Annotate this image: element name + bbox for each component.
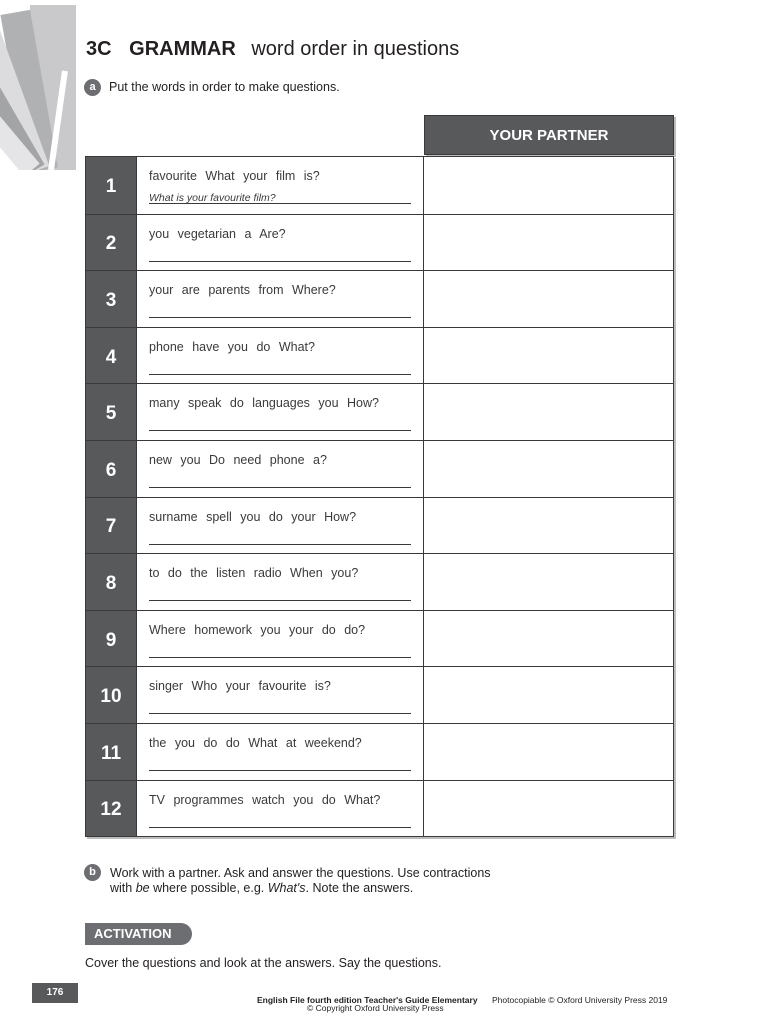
question-cell bbox=[136, 667, 424, 723]
answer-line[interactable] bbox=[149, 261, 411, 262]
question-cell bbox=[136, 328, 424, 384]
section-b-badge: b bbox=[84, 864, 101, 881]
question-number: 8 bbox=[86, 554, 136, 610]
line2-post: . Note the answers. bbox=[305, 881, 414, 895]
table-row bbox=[86, 440, 673, 497]
footer-book-title: English File fourth edition Teacher's Guide Elementary bbox=[257, 995, 478, 1005]
table-row bbox=[86, 610, 673, 667]
partner-answer-cell[interactable] bbox=[424, 328, 673, 384]
question-number: 9 bbox=[86, 611, 136, 667]
question-number: 4 bbox=[86, 328, 136, 384]
answer-line[interactable] bbox=[149, 203, 411, 204]
answer-line[interactable] bbox=[149, 430, 411, 431]
partner-answer-cell[interactable] bbox=[424, 384, 673, 440]
activation-text: Cover the questions and look at the answers. Say the questions. bbox=[85, 956, 442, 970]
answer-line[interactable] bbox=[149, 487, 411, 488]
answer-line[interactable] bbox=[149, 770, 411, 771]
answer-line[interactable] bbox=[149, 374, 411, 375]
partner-answer-cell[interactable] bbox=[424, 781, 673, 837]
footer-photocopiable: Photocopiable © Oxford University Press 2019 bbox=[492, 995, 668, 1005]
answer-line[interactable] bbox=[149, 657, 411, 658]
line2-pre: with bbox=[110, 881, 136, 895]
table-row bbox=[86, 327, 673, 384]
page-number: 176 bbox=[32, 983, 78, 1003]
section-b-instruction bbox=[110, 866, 491, 896]
jumbled-words: new you Do need phone a? bbox=[149, 452, 327, 467]
question-number: 11 bbox=[86, 724, 136, 780]
question-cell bbox=[136, 384, 424, 440]
question-cell bbox=[136, 215, 424, 271]
partner-answer-cell[interactable] bbox=[424, 271, 673, 327]
jumbled-words: you vegetarian a Are? bbox=[149, 226, 286, 241]
jumbled-words: surname spell you do your How? bbox=[149, 509, 357, 524]
table-row bbox=[86, 157, 673, 214]
activation-label: ACTIVATION bbox=[85, 923, 192, 945]
question-cell bbox=[136, 724, 424, 780]
question-number: 7 bbox=[86, 498, 136, 554]
table-row bbox=[86, 383, 673, 440]
question-cell bbox=[136, 554, 424, 610]
line2-em-be: be bbox=[135, 881, 150, 895]
answer-line[interactable] bbox=[149, 544, 411, 545]
question-number: 3 bbox=[86, 271, 136, 327]
lesson-code: 3C bbox=[86, 38, 112, 60]
partner-answer-cell[interactable] bbox=[424, 667, 673, 723]
question-cell bbox=[136, 498, 424, 554]
page-title bbox=[86, 38, 459, 61]
question-number: 6 bbox=[86, 441, 136, 497]
example-answer: What is your favourite film? bbox=[149, 192, 276, 204]
jumbled-words: many speak do languages you How? bbox=[149, 396, 379, 411]
line2-mid: where possible, e.g. bbox=[149, 881, 268, 895]
question-cell bbox=[136, 611, 424, 667]
question-cell bbox=[136, 441, 424, 497]
question-number: 5 bbox=[86, 384, 136, 440]
your-partner-header: YOUR PARTNER bbox=[424, 115, 674, 155]
answer-line[interactable] bbox=[149, 317, 411, 318]
jumbled-words: Where homework you your do do? bbox=[149, 622, 366, 637]
question-cell bbox=[136, 781, 424, 837]
question-number: 12 bbox=[86, 781, 136, 837]
section-a-badge: a bbox=[84, 79, 101, 96]
table-row bbox=[86, 723, 673, 780]
question-number: 10 bbox=[86, 667, 136, 723]
table-row bbox=[86, 780, 673, 837]
partner-answer-cell[interactable] bbox=[424, 441, 673, 497]
table-row bbox=[86, 553, 673, 610]
footer-copyright: © Copyright Oxford University Press bbox=[307, 1003, 444, 1013]
jumbled-words: the you do do What at weekend? bbox=[149, 735, 362, 750]
partner-answer-cell[interactable] bbox=[424, 498, 673, 554]
decorative-fan-graphic bbox=[0, 0, 80, 170]
table-row bbox=[86, 270, 673, 327]
question-table bbox=[85, 156, 674, 837]
table-row bbox=[86, 497, 673, 554]
jumbled-words: phone have you do What? bbox=[149, 339, 315, 354]
line2-em-whats: What's bbox=[267, 881, 306, 895]
question-number: 1 bbox=[86, 157, 136, 214]
question-cell bbox=[136, 157, 424, 214]
section-b-line-1: Work with a partner. Ask and answer the questions. Use contractions bbox=[110, 866, 491, 880]
partner-answer-cell[interactable] bbox=[424, 724, 673, 780]
section-b-line-2 bbox=[110, 881, 491, 896]
table-row bbox=[86, 214, 673, 271]
section-heading: GRAMMAR bbox=[129, 38, 236, 60]
partner-answer-cell[interactable] bbox=[424, 611, 673, 667]
answer-line[interactable] bbox=[149, 600, 411, 601]
answer-line[interactable] bbox=[149, 827, 411, 828]
section-a-instruction: Put the words in order to make questions. bbox=[109, 80, 340, 94]
table-row bbox=[86, 666, 673, 723]
jumbled-words: TV programmes watch you do What? bbox=[149, 792, 381, 807]
answer-line[interactable] bbox=[149, 713, 411, 714]
topic-heading: word order in questions bbox=[251, 38, 460, 60]
partner-answer-cell[interactable] bbox=[424, 215, 673, 271]
partner-answer-cell[interactable] bbox=[424, 157, 673, 214]
partner-answer-cell[interactable] bbox=[424, 554, 673, 610]
jumbled-words: your are parents from Where? bbox=[149, 283, 336, 298]
jumbled-words: singer Who your favourite is? bbox=[149, 679, 331, 694]
question-number: 2 bbox=[86, 215, 136, 271]
jumbled-words: to do the listen radio When you? bbox=[149, 566, 359, 581]
jumbled-words: favourite What your film is? bbox=[149, 169, 320, 183]
question-cell bbox=[136, 271, 424, 327]
